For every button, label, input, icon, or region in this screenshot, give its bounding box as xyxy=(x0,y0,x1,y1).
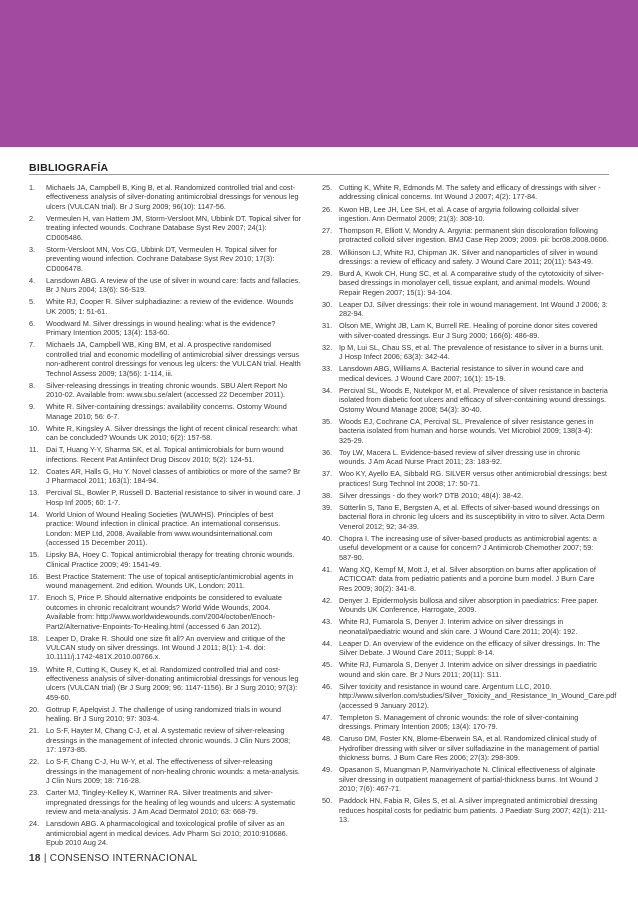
reference-item xyxy=(29,488,301,507)
reference-number: 23. xyxy=(29,788,40,798)
reference-item xyxy=(322,617,609,636)
reference-text: Carter MJ, Tingley-Kelley K, Warriner RA. Silver treatments and silver-impregnated dressings for the healing of leg wounds and ulcers: A systematic review and meta-analysis. J Am Acad Dermatol 2010; 63: 668-79. xyxy=(46,788,296,817)
reference-item xyxy=(29,665,301,703)
reference-number: 42. xyxy=(322,595,333,605)
reference-item xyxy=(322,713,609,732)
section-title: BIBLIOGRAFÍA xyxy=(29,162,109,174)
reference-item xyxy=(29,510,301,548)
reference-number: 25. xyxy=(322,183,333,192)
reference-text: Paddock HN, Fabia R, Giles S, et al. A silver impregnated antimicrobial dressing reduces hospital costs for pediatric burn patients. J Paediatr Surg 2007; 42(1): 211-13. xyxy=(339,796,608,825)
reference-text: Lo S-F, Hayter M, Chang C-J, et al. A systematic review of silver-releasing dressings in the management of infected chronic wounds. J Clin Nurs 2008; 17: 1973-85. xyxy=(46,726,291,755)
reference-item xyxy=(29,634,301,662)
reference-item xyxy=(322,448,609,467)
reference-item xyxy=(29,572,301,591)
publication-name: CONSENSO INTERNACIONAL xyxy=(49,853,198,864)
reference-text: Opasanon S, Muangman P, Namviriyachote N. Clinical effectiveness of alginate silver dressing in outpatient management of partial-thickness burns. Int Wound J 2010; 7(6): 467-71. xyxy=(339,765,599,794)
reference-item xyxy=(29,819,301,847)
reference-text: Storm-Versloot MN, Vos CG, Ubbink DT, Vermeulen H. Topical silver for preventing wound infection. Cochrane Database Syst Rev 2010; 17(3): CD006478. xyxy=(46,244,278,273)
reference-number: 47. xyxy=(322,712,333,722)
reference-item xyxy=(322,183,609,202)
reference-item xyxy=(322,300,609,319)
reference-item xyxy=(322,417,609,445)
reference-text: Enoch S, Price P. Should alternative endpoints be considered to evaluate outcomes in chronic recalcitrant wounds? World Wide Wounds, 2004. Available from: http://www.worldwidewounds.com/2004/october/Enoch-Part2/Alternative-Enpoints-To-Healing.html (accessed 6 Jan 2012). xyxy=(46,593,282,631)
reference-number: 7. xyxy=(29,340,36,350)
reference-number: 22. xyxy=(29,757,40,767)
reference-number: 15. xyxy=(29,550,40,560)
reference-text: Vermeulen H, van Hattem JM, Storm-Versloot MN, Ubbink DT. Topical silver for treating infected wounds. Cochrane Database Syst Rev 2007; 24(1): CD005486. xyxy=(46,213,301,242)
reference-text: Wilkinson LJ, White RJ, Chipman JK. Silver and nanoparticles of silver in wound dressings: a review of efficacy and safety. J Wound Care 2011; 20(11): 543-49. xyxy=(339,247,598,266)
reference-text: Woo KY, Ayello EA, Sibbald RG. SILVER versus other antimicrobial dressings: best practices! Surg Technol Int 2008; 17: 50-71. xyxy=(339,469,607,488)
reference-item xyxy=(322,269,609,297)
reference-number: 41. xyxy=(322,564,333,574)
reference-item xyxy=(29,276,301,295)
reference-text: White R, Kingsley A. Silver dressings the light of recent clinical research: what can be concluded? Wounds UK 2010; 6(2): 157-58. xyxy=(46,423,298,443)
reference-text: Templeton S. Management of chronic wounds: the role of silver-containing dressings. Primary Intention 2005; 13(4): 170-79. xyxy=(339,712,579,732)
reference-text: Leaper D, Drake R. Should one size fit all? An overview and critique of the VULCAN study on silver dressings. Int Wound J 2011; 8(1): 1-4. doi: 10.1111/j.1742-481X.2010.00766.x. xyxy=(46,633,286,662)
reference-item xyxy=(29,245,301,273)
page-number: 18 xyxy=(29,853,41,864)
reference-item xyxy=(322,386,609,414)
reference-number: 5. xyxy=(29,297,36,307)
reference-item xyxy=(322,734,609,762)
reference-item xyxy=(322,469,609,488)
reference-number: 14. xyxy=(29,509,40,519)
reference-number: 31. xyxy=(322,321,333,331)
reference-item xyxy=(322,321,609,340)
reference-text: Best Practice Statement: The use of topical antiseptic/antimicrobial agents in wound management. 2nd edition. Wounds UK, London: 2011. xyxy=(46,571,294,591)
reference-item xyxy=(322,565,609,593)
reference-number: 37. xyxy=(322,469,333,479)
reference-item xyxy=(29,705,301,724)
reference-text: Woodward M. Silver dressings in wound healing: what is the evidence? Primary Intention 2005; 13(4): 153-60. xyxy=(46,318,276,338)
reference-list-left xyxy=(29,183,301,850)
reference-number: 4. xyxy=(29,275,36,285)
reference-text: White RJ, Cooper R. Silver sulphadiazine: a review of the evidence. Wounds UK 2005; 1: 51-61. xyxy=(46,297,294,316)
reference-item xyxy=(29,550,301,569)
reference-text: Silver-releasing dressings in treating chronic wounds. SBU Alert Report No 2010-02. Available from: www.sbu.se/alert (accessed 22 December 2011). xyxy=(46,380,288,400)
reference-item xyxy=(29,726,301,754)
reference-item xyxy=(322,226,609,245)
reference-text: Wang XQ, Kempf M, Mott J, et al. Silver absorption on burns after application of ACTICOAT: data from pediatric patients and a porcine burn model. J Burn Care Res 2009; 30(2): 341-8. xyxy=(339,564,596,593)
reference-number: 28. xyxy=(322,247,333,257)
reference-number: 1. xyxy=(29,183,36,192)
reference-text: Woods EJ, Cochrane CA, Percival SL. Prevalence of silver resistance genes in bacteria isolated from human and horse wounds. Vet Microbiol 2009; 138(3-4): 325-29. xyxy=(339,416,594,445)
reference-item xyxy=(322,596,609,615)
reference-text: Kwon HB, Lee JH, Lee SH, et al. A case of argyria following colloidal silver ingestion. Ann Dermatol 2009; 21(3): 308-10. xyxy=(339,204,579,223)
reference-text: Cutting K, White R, Edmonds M. The safety and efficacy of dressings with silver - addressing clinical concerns. Int Wound J 2007; 4(2): 177-84. xyxy=(339,183,601,202)
reference-number: 39. xyxy=(322,502,333,512)
reference-item xyxy=(322,660,609,679)
reference-number: 44. xyxy=(322,638,333,648)
reference-text: Toy LW, Macera L. Evidence-based review of silver dressing use in chronic wounds. J Am Acad Nurse Pract 2011; 23: 183-92. xyxy=(339,447,581,467)
reference-number: 27. xyxy=(322,226,333,235)
reference-item xyxy=(322,248,609,267)
reference-text: White R. Silver-containing dressings: availability concerns. Ostomy Wound Manage 2010; 56: 6-7. xyxy=(46,402,287,421)
reference-item xyxy=(322,639,609,658)
reference-item xyxy=(29,402,301,421)
reference-text: Denyer J. Epidermolysis bullosa and silver absorption in paediatrics: Free paper. Wounds UK Conference, Harrogate, 2009. xyxy=(339,595,599,615)
reference-text: Dai T, Huang Y-Y, Sharma SK, et al. Topical antimicrobials for burn wound infections. Recent Pat Antiinfect Drug Discov 2010; 5(2): 124-51. xyxy=(46,445,284,464)
reference-number: 19. xyxy=(29,664,40,674)
page-footer xyxy=(29,853,198,864)
reference-text: Percival SL, Woods E, Nutekpor M, et al. Prevalence of silver resistance in bacteria isolated from diabetic foot ulcers and efficacy of silver-containing wound dressings. Ostomy Wound Manage 2008; 54(3): 30-40. xyxy=(339,385,608,414)
reference-number: 3. xyxy=(29,244,36,254)
reference-text: Olson ME, Wright JB, Lam K, Burrell RE. Healing of porcine donor sites covered with silver-coated dressings. Eur J Surg 2000; 166(6): 486-89. xyxy=(339,321,598,340)
reference-text: Percival SL, Bowler P, Russell D. Bacterial resistance to silver in wound care. J Hosp Inf 2005; 60: 1-7. xyxy=(46,488,301,507)
reference-item xyxy=(29,467,301,486)
reference-number: 13. xyxy=(29,488,40,498)
reference-number: 49. xyxy=(322,765,333,775)
reference-number: 34. xyxy=(322,385,333,395)
reference-number: 16. xyxy=(29,571,40,581)
reference-item xyxy=(322,503,609,531)
reference-text: White R, Cutting K, Ousey K, et al. Randomized controlled trial and cost-effectiveness analysis of silver-donating antimicrobial dressings for venous leg ulcers (VULCAN trial) (Br J Surg 2009; 96: 1147-1156). Br J Surg 2010; 97(3): 459-60. xyxy=(46,664,299,702)
reference-number: 20. xyxy=(29,704,40,714)
reference-item xyxy=(322,364,609,383)
reference-item xyxy=(322,765,609,793)
reference-item xyxy=(322,343,609,362)
reference-number: 8. xyxy=(29,380,36,390)
reference-text: Burd A, Kwok CH, Hung SC, et al. A comparative study of the cytotoxicity of silver-based dressings in monolayer cell, tissue explant, and animal models. Wound Repair Regen 2007; 15(1): 94-104. xyxy=(339,269,604,297)
reference-text: Silver toxicity and resistance in wound care. Argentum LLC, 2010. http://www.silverlon.com/studies/Silver_Toxicity_and_Resistance_In_Wound_Care.pdf (accessed 9 January 2012). xyxy=(339,681,617,710)
reference-number: 21. xyxy=(29,726,40,736)
reference-text: Lansdown ABG. A review of the use of silver in wound care: facts and fallacies. Br J Nurs 2004; 13(6): S6-S19. xyxy=(46,275,301,295)
reference-number: 33. xyxy=(322,364,333,374)
reference-number: 50. xyxy=(322,796,333,806)
reference-item xyxy=(29,381,301,400)
reference-number: 35. xyxy=(322,416,333,426)
reference-number: 18. xyxy=(29,633,40,643)
reference-text: Lipsky BA, Hoey C. Topical antimicrobial therapy for treating chronic wounds. Clinical Practice 2009; 49: 1541-49. xyxy=(46,550,295,569)
reference-number: 9. xyxy=(29,402,36,412)
reference-text: Gottrup F, Apelqvist J. The challenge of using randomized trials in wound healing. Br J Surg 2010; 97: 303-4. xyxy=(46,704,282,724)
reference-number: 2. xyxy=(29,213,36,223)
reference-text: Thompson R, Elliott V, Mondry A. Argyria: permanent skin discoloration following protracted colloid silver ingestion. BMJ Case Rep 2009; 2009. pii: bcr08.2008.0606. xyxy=(339,226,609,245)
reference-list-right xyxy=(322,183,617,827)
reference-text: Caruso DM, Foster KN, Blome-Eberwein SA, et al. Randomized clinical study of Hydrofiber dressing with silver or silver sulfadiazine in the management of partial thickness burns. J Burn Care Res 2006; 27(3): 298-309. xyxy=(339,734,599,763)
reference-text: Michaels JA, Campbell WB, King BM, et al. A prospective randomised controlled trial and economic modelling of antimicrobial silver dressings versus non-adherent control dressings for venous leg ulcers: the VULCAN trial. Health Technol Assess 2009; 13(56): 1-114, iii. xyxy=(46,340,301,378)
reference-number: 6. xyxy=(29,318,36,328)
reference-item xyxy=(29,340,301,378)
reference-item xyxy=(29,319,301,338)
reference-number: 17. xyxy=(29,593,40,603)
reference-number: 32. xyxy=(322,342,333,352)
reference-number: 40. xyxy=(322,533,333,543)
reference-text: World Union of Wound Healing Societies (WUWHS). Principles of best practice: Wound infection in clinical practice. An international consensus. London: MEP Ltd, 2008. Available from www.woundsinternational.com (accessed 15 December 2011). xyxy=(46,509,281,548)
reference-item xyxy=(29,757,301,785)
reference-number: 24. xyxy=(29,819,40,829)
reference-item xyxy=(29,445,301,464)
reference-item xyxy=(29,424,301,443)
footer-separator: | xyxy=(40,853,50,864)
header-banner xyxy=(0,0,638,147)
reference-item xyxy=(29,593,301,631)
reference-text: Lo S-F, Chang C-J, Hu W-Y, et al. The effectiveness of silver-releasing dressings in the management of non-healing chronic wounds: a meta-analysis. J Clin Nurs 2009; 18: 716-28. xyxy=(46,757,300,786)
reference-text: Michaels JA, Campbell B, King B, et al. Randomized controlled trial and cost-effectiveness analysis of silver-donating antimicrobial dressings for venous leg ulcers (VULCAN trial). Br J Surg 2009; 96(10): 1147-56. xyxy=(46,183,299,211)
reference-text: Lansdown ABG, Williams A. Bacterial resistance to silver in wound care and medical devices. J Wound Care 2007; 16(1): 15-19. xyxy=(339,364,584,383)
reference-text: Silver dressings - do they work? DTB 2010; 48(4): 38-42. xyxy=(339,490,524,500)
title-divider xyxy=(29,174,609,175)
reference-text: Leaper DJ. Silver dressings: their role in wound management. Int Wound J 2006; 3: 282-94. xyxy=(339,299,608,319)
reference-number: 45. xyxy=(322,660,333,670)
reference-item xyxy=(29,183,301,211)
reference-number: 12. xyxy=(29,466,40,476)
reference-text: Chopra I. The increasing use of silver-based products as antimicrobial agents: a useful development or a cause for concern? J Antimicrob Chemother 2007; 59: 587-90. xyxy=(339,533,597,562)
reference-item xyxy=(322,205,609,224)
reference-text: Lansdown ABG. A pharmacological and toxicological profile of silver as an antimicrobial agent in medical devices. Adv Pharm Sci 2010; 2010:910686. Epub 2010 Aug 24. xyxy=(46,819,288,848)
reference-number: 10. xyxy=(29,423,40,433)
reference-number: 36. xyxy=(322,447,333,457)
reference-item xyxy=(322,534,609,562)
reference-item xyxy=(322,681,617,710)
reference-text: Coates AR, Halls G, Hu Y. Novel classes of antibiotics or more of the same? Br J Pharmacol 2011; 163(1): 184-94. xyxy=(46,466,301,486)
reference-text: Ip M, Lui SL, Chau SS, et al. The prevalence of resistance to silver in a burns unit. J Hosp Infect 2006; 63(3): 342-44. xyxy=(339,342,604,362)
reference-item xyxy=(29,214,301,242)
reference-number: 46. xyxy=(322,681,333,691)
reference-text: White RJ, Fumarola S, Denyer J. Interim advice on silver dressings in neonatal/paediatric wound and skin care. J Wound Care 2011; 20(4): 192. xyxy=(339,617,578,636)
reference-item xyxy=(322,491,609,500)
reference-text: Sütterlin S, Tano E, Bergsten A, et al. Effects of silver-based wound dressings on bacterial flora in chronic leg ulcers and its susceptibility in vitro to silver. Acta Derm Venerol 2012; 92; 34-39. xyxy=(339,502,605,531)
reference-number: 29. xyxy=(322,269,333,278)
reference-item xyxy=(29,788,301,816)
reference-number: 11. xyxy=(29,445,39,455)
reference-number: 30. xyxy=(322,299,333,309)
reference-item xyxy=(29,297,301,316)
reference-item xyxy=(322,796,609,824)
reference-text: Leaper D. An overview of the evidence on the efficacy of silver dressings. In: The Silver Debate. J Wound Care 2011; Suppl: 8-14. xyxy=(339,638,600,658)
reference-number: 26. xyxy=(322,204,333,214)
reference-text: White RJ, Fumarola S, Denyer J. Interim advice on silver dressings in paediatric wound and skin care. Br J Nurs 2011; 20(11): S11. xyxy=(339,660,597,679)
reference-number: 48. xyxy=(322,734,333,744)
reference-number: 38. xyxy=(322,490,333,500)
reference-number: 43. xyxy=(322,617,333,627)
